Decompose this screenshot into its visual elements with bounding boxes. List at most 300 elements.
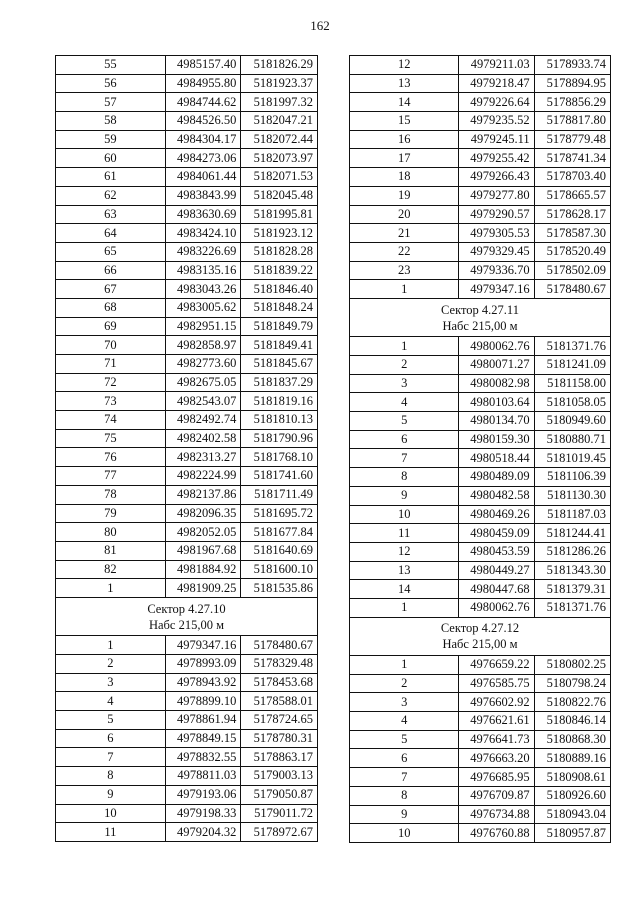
point-number-cell: 58 — [56, 112, 166, 131]
table-row — [56, 74, 318, 93]
sector-header-row — [350, 617, 611, 655]
point-number-cell: 10 — [350, 824, 459, 843]
table-row — [56, 692, 318, 711]
x-coordinate-cell: 4978943.92 — [165, 673, 241, 692]
y-coordinate-cell: 5178741.34 — [534, 149, 610, 168]
point-number-cell: 74 — [56, 411, 166, 430]
x-coordinate-cell: 4982951.15 — [165, 317, 241, 336]
sector-header — [350, 298, 611, 336]
sector-elevation: Набс 215,00 м — [442, 637, 518, 652]
y-coordinate-cell: 5181846.40 — [241, 280, 318, 299]
point-number-cell: 12 — [350, 56, 459, 75]
point-number-cell: 73 — [56, 392, 166, 411]
x-coordinate-cell: 4980062.76 — [459, 337, 534, 356]
table-row — [350, 524, 611, 543]
x-coordinate-cell: 4984304.17 — [165, 130, 241, 149]
point-number-cell: 1 — [350, 598, 459, 617]
y-coordinate-cell: 5181790.96 — [241, 429, 318, 448]
table-row — [350, 468, 611, 487]
page-number: 162 — [310, 18, 330, 33]
coordinates-table-left — [55, 55, 318, 842]
table-row — [56, 112, 318, 131]
table-row — [350, 374, 611, 393]
y-coordinate-cell: 5180846.14 — [534, 712, 610, 731]
table-row — [56, 485, 318, 504]
y-coordinate-cell: 5181923.37 — [241, 74, 318, 93]
x-coordinate-cell: 4983226.69 — [165, 242, 241, 261]
x-coordinate-cell: 4982313.27 — [165, 448, 241, 467]
point-number-cell: 57 — [56, 93, 166, 112]
x-coordinate-cell: 4983630.69 — [165, 205, 241, 224]
table-row — [350, 542, 611, 561]
point-number-cell: 5 — [56, 711, 166, 730]
x-coordinate-cell: 4979305.53 — [459, 224, 534, 243]
table-row — [350, 280, 611, 299]
y-coordinate-cell: 5180926.60 — [534, 786, 610, 805]
x-coordinate-cell: 4976760.88 — [459, 824, 534, 843]
table-row — [56, 767, 318, 786]
sector-elevation: Набс 215,00 м — [148, 617, 225, 632]
y-coordinate-cell: 5181839.22 — [241, 261, 318, 280]
table-row — [350, 674, 611, 693]
y-coordinate-cell: 5178894.95 — [534, 74, 610, 93]
x-coordinate-cell: 4983043.26 — [165, 280, 241, 299]
x-coordinate-cell: 4976641.73 — [459, 730, 534, 749]
y-coordinate-cell: 5180943.04 — [534, 805, 610, 824]
point-number-cell: 9 — [350, 805, 459, 824]
point-number-cell: 2 — [350, 356, 459, 375]
point-number-cell: 6 — [350, 749, 459, 768]
y-coordinate-cell: 5178480.67 — [534, 280, 610, 299]
table-row — [56, 523, 318, 542]
x-coordinate-cell: 4982096.35 — [165, 504, 241, 523]
y-coordinate-cell: 5178665.57 — [534, 186, 610, 205]
table-row — [350, 749, 611, 768]
x-coordinate-cell: 4980482.58 — [459, 486, 534, 505]
point-number-cell: 7 — [350, 768, 459, 787]
point-number-cell: 79 — [56, 504, 166, 523]
table-row — [56, 448, 318, 467]
x-coordinate-cell: 4983005.62 — [165, 298, 241, 317]
y-coordinate-cell: 5180798.24 — [534, 674, 610, 693]
x-coordinate-cell: 4980447.68 — [459, 580, 534, 599]
x-coordinate-cell: 4979226.64 — [459, 93, 534, 112]
point-number-cell: 71 — [56, 355, 166, 374]
y-coordinate-cell: 5181711.49 — [241, 485, 318, 504]
y-coordinate-cell: 5181640.69 — [241, 541, 318, 560]
point-number-cell: 8 — [56, 767, 166, 786]
x-coordinate-cell: 4976585.75 — [459, 674, 534, 693]
table-row — [350, 768, 611, 787]
table-row — [350, 149, 611, 168]
y-coordinate-cell: 5181286.26 — [534, 542, 610, 561]
y-coordinate-cell: 5182047.21 — [241, 112, 318, 131]
x-coordinate-cell: 4982402.58 — [165, 429, 241, 448]
point-number-cell: 6 — [350, 430, 459, 449]
table-row — [56, 729, 318, 748]
table-row — [56, 711, 318, 730]
y-coordinate-cell: 5178520.49 — [534, 242, 610, 261]
table-row — [56, 261, 318, 280]
point-number-cell: 9 — [350, 486, 459, 505]
x-coordinate-cell: 4981967.68 — [165, 541, 241, 560]
x-coordinate-cell: 4978993.09 — [165, 655, 241, 674]
table-row — [350, 505, 611, 524]
table-row — [56, 785, 318, 804]
x-coordinate-cell: 4979235.52 — [459, 112, 534, 131]
table-row — [350, 168, 611, 187]
y-coordinate-cell: 5181371.76 — [534, 337, 610, 356]
x-coordinate-cell: 4982858.97 — [165, 336, 241, 355]
point-number-cell: 1 — [56, 579, 166, 598]
y-coordinate-cell: 5181677.84 — [241, 523, 318, 542]
point-number-cell: 7 — [56, 748, 166, 767]
table-row — [350, 786, 611, 805]
y-coordinate-cell: 5181848.24 — [241, 298, 318, 317]
table-row — [350, 486, 611, 505]
y-coordinate-cell: 5181826.29 — [241, 56, 318, 75]
y-coordinate-cell: 5178780.31 — [241, 729, 318, 748]
point-number-cell: 13 — [350, 561, 459, 580]
y-coordinate-cell: 5181819.16 — [241, 392, 318, 411]
y-coordinate-cell: 5181810.13 — [241, 411, 318, 430]
table-row — [350, 242, 611, 261]
sector-elevation: Набс 215,00 м — [442, 318, 518, 333]
table-row — [350, 580, 611, 599]
table-row — [56, 56, 318, 75]
table-row — [56, 823, 318, 842]
point-number-cell: 1 — [350, 656, 459, 675]
x-coordinate-cell: 4984955.80 — [165, 74, 241, 93]
point-number-cell: 2 — [56, 655, 166, 674]
table-row — [56, 205, 318, 224]
point-number-cell: 6 — [56, 729, 166, 748]
y-coordinate-cell: 5181741.60 — [241, 467, 318, 486]
x-coordinate-cell: 4980062.76 — [459, 598, 534, 617]
point-number-cell: 1 — [56, 636, 166, 655]
point-number-cell: 3 — [350, 693, 459, 712]
table-row — [56, 748, 318, 767]
point-number-cell: 62 — [56, 186, 166, 205]
table-row — [350, 205, 611, 224]
table-row — [56, 224, 318, 243]
x-coordinate-cell: 4980453.59 — [459, 542, 534, 561]
point-number-cell: 55 — [56, 56, 166, 75]
y-coordinate-cell: 5181837.29 — [241, 373, 318, 392]
table-row — [350, 93, 611, 112]
table-row — [56, 655, 318, 674]
x-coordinate-cell: 4979329.45 — [459, 242, 534, 261]
table-row — [56, 504, 318, 523]
x-coordinate-cell: 4979218.47 — [459, 74, 534, 93]
y-coordinate-cell: 5181997.32 — [241, 93, 318, 112]
x-coordinate-cell: 4979277.80 — [459, 186, 534, 205]
y-coordinate-cell: 5179050.87 — [241, 785, 318, 804]
y-coordinate-cell: 5181187.03 — [534, 505, 610, 524]
table-row — [350, 337, 611, 356]
table-row — [56, 168, 318, 187]
table-row — [350, 693, 611, 712]
x-coordinate-cell: 4979193.06 — [165, 785, 241, 804]
x-coordinate-cell: 4979347.16 — [459, 280, 534, 299]
point-number-cell: 16 — [350, 130, 459, 149]
x-coordinate-cell: 4976659.22 — [459, 656, 534, 675]
point-number-cell: 4 — [350, 393, 459, 412]
y-coordinate-cell: 5181695.72 — [241, 504, 318, 523]
point-number-cell: 5 — [350, 730, 459, 749]
y-coordinate-cell: 5180889.16 — [534, 749, 610, 768]
x-coordinate-cell: 4982675.05 — [165, 373, 241, 392]
x-coordinate-cell: 4982492.74 — [165, 411, 241, 430]
table-row — [350, 356, 611, 375]
point-number-cell: 21 — [350, 224, 459, 243]
x-coordinate-cell: 4981909.25 — [165, 579, 241, 598]
x-coordinate-cell: 4980489.09 — [459, 468, 534, 487]
table-row — [56, 336, 318, 355]
y-coordinate-cell: 5178972.67 — [241, 823, 318, 842]
point-number-cell: 10 — [56, 804, 166, 823]
y-coordinate-cell: 5181379.31 — [534, 580, 610, 599]
y-coordinate-cell: 5178779.48 — [534, 130, 610, 149]
table-row — [56, 541, 318, 560]
point-number-cell: 8 — [350, 468, 459, 487]
x-coordinate-cell: 4976709.87 — [459, 786, 534, 805]
table-row — [350, 224, 611, 243]
point-number-cell: 12 — [350, 542, 459, 561]
table-row — [56, 411, 318, 430]
x-coordinate-cell: 4978861.94 — [165, 711, 241, 730]
table-row — [56, 560, 318, 579]
y-coordinate-cell: 5181019.45 — [534, 449, 610, 468]
point-number-cell: 67 — [56, 280, 166, 299]
x-coordinate-cell: 4976663.20 — [459, 749, 534, 768]
y-coordinate-cell: 5180822.76 — [534, 693, 610, 712]
point-number-cell: 17 — [350, 149, 459, 168]
x-coordinate-cell: 4979211.03 — [459, 56, 534, 75]
table-row — [56, 130, 318, 149]
x-coordinate-cell: 4979290.57 — [459, 205, 534, 224]
point-number-cell: 19 — [350, 186, 459, 205]
table-row — [56, 392, 318, 411]
point-number-cell: 70 — [56, 336, 166, 355]
y-coordinate-cell: 5178588.01 — [241, 692, 318, 711]
point-number-cell: 14 — [350, 93, 459, 112]
y-coordinate-cell: 5182073.97 — [241, 149, 318, 168]
point-number-cell: 76 — [56, 448, 166, 467]
table-row — [56, 429, 318, 448]
x-coordinate-cell: 4982224.99 — [165, 467, 241, 486]
table-row — [350, 449, 611, 468]
y-coordinate-cell: 5178329.48 — [241, 655, 318, 674]
point-number-cell: 72 — [56, 373, 166, 392]
x-coordinate-cell: 4983424.10 — [165, 224, 241, 243]
point-number-cell: 2 — [350, 674, 459, 693]
table-row — [350, 598, 611, 617]
y-coordinate-cell: 5181768.10 — [241, 448, 318, 467]
point-number-cell: 65 — [56, 242, 166, 261]
point-number-cell: 1 — [350, 280, 459, 299]
point-number-cell: 77 — [56, 467, 166, 486]
table-row — [350, 56, 611, 75]
x-coordinate-cell: 4980469.26 — [459, 505, 534, 524]
x-coordinate-cell: 4980082.98 — [459, 374, 534, 393]
y-coordinate-cell: 5181849.41 — [241, 336, 318, 355]
table-row — [56, 579, 318, 598]
table-row — [56, 317, 318, 336]
y-coordinate-cell: 5180868.30 — [534, 730, 610, 749]
y-coordinate-cell: 5178863.17 — [241, 748, 318, 767]
y-coordinate-cell: 5178587.30 — [534, 224, 610, 243]
point-number-cell: 68 — [56, 298, 166, 317]
point-number-cell: 63 — [56, 205, 166, 224]
table-row — [350, 112, 611, 131]
x-coordinate-cell: 4979266.43 — [459, 168, 534, 187]
y-coordinate-cell: 5181923.12 — [241, 224, 318, 243]
table-row — [56, 636, 318, 655]
point-number-cell: 66 — [56, 261, 166, 280]
y-coordinate-cell: 5182071.53 — [241, 168, 318, 187]
point-number-cell: 11 — [350, 524, 459, 543]
x-coordinate-cell: 4982773.60 — [165, 355, 241, 374]
point-number-cell: 7 — [350, 449, 459, 468]
sector-header — [56, 597, 318, 635]
x-coordinate-cell: 4976621.61 — [459, 712, 534, 731]
y-coordinate-cell: 5178817.80 — [534, 112, 610, 131]
y-coordinate-cell: 5181535.86 — [241, 579, 318, 598]
point-number-cell: 59 — [56, 130, 166, 149]
table-row — [350, 805, 611, 824]
sector-header — [350, 617, 611, 655]
y-coordinate-cell: 5181600.10 — [241, 560, 318, 579]
x-coordinate-cell: 4980159.30 — [459, 430, 534, 449]
x-coordinate-cell: 4980449.27 — [459, 561, 534, 580]
point-number-cell: 8 — [350, 786, 459, 805]
point-number-cell: 10 — [350, 505, 459, 524]
x-coordinate-cell: 4982052.05 — [165, 523, 241, 542]
table-row — [350, 393, 611, 412]
sector-title: Сектор 4.27.10 — [147, 601, 226, 616]
y-coordinate-cell: 5181849.79 — [241, 317, 318, 336]
point-number-cell: 18 — [350, 168, 459, 187]
y-coordinate-cell: 5181995.81 — [241, 205, 318, 224]
x-coordinate-cell: 4979255.42 — [459, 149, 534, 168]
x-coordinate-cell: 4985157.40 — [165, 56, 241, 75]
table-row — [56, 280, 318, 299]
table-row — [56, 673, 318, 692]
table-row — [56, 149, 318, 168]
x-coordinate-cell: 4976685.95 — [459, 768, 534, 787]
x-coordinate-cell: 4980071.27 — [459, 356, 534, 375]
y-coordinate-cell: 5178480.67 — [241, 636, 318, 655]
table-row — [350, 730, 611, 749]
point-number-cell: 11 — [56, 823, 166, 842]
point-number-cell: 3 — [56, 673, 166, 692]
x-coordinate-cell: 4980103.64 — [459, 393, 534, 412]
x-coordinate-cell: 4978899.10 — [165, 692, 241, 711]
x-coordinate-cell: 4984061.44 — [165, 168, 241, 187]
y-coordinate-cell: 5182045.48 — [241, 186, 318, 205]
table-row — [350, 261, 611, 280]
point-number-cell: 56 — [56, 74, 166, 93]
point-number-cell: 80 — [56, 523, 166, 542]
y-coordinate-cell: 5179003.13 — [241, 767, 318, 786]
x-coordinate-cell: 4980134.70 — [459, 412, 534, 431]
y-coordinate-cell: 5178703.40 — [534, 168, 610, 187]
point-number-cell: 64 — [56, 224, 166, 243]
y-coordinate-cell: 5181158.00 — [534, 374, 610, 393]
table-row — [56, 242, 318, 261]
point-number-cell: 75 — [56, 429, 166, 448]
point-number-cell: 4 — [350, 712, 459, 731]
x-coordinate-cell: 4978849.15 — [165, 729, 241, 748]
table-row — [350, 186, 611, 205]
y-coordinate-cell: 5178933.74 — [534, 56, 610, 75]
y-coordinate-cell: 5181241.09 — [534, 356, 610, 375]
y-coordinate-cell: 5178453.68 — [241, 673, 318, 692]
y-coordinate-cell: 5178856.29 — [534, 93, 610, 112]
table-row — [56, 804, 318, 823]
point-number-cell: 61 — [56, 168, 166, 187]
x-coordinate-cell: 4983843.99 — [165, 186, 241, 205]
x-coordinate-cell: 4979336.70 — [459, 261, 534, 280]
table-row — [350, 824, 611, 843]
y-coordinate-cell: 5181106.39 — [534, 468, 610, 487]
table-row — [56, 373, 318, 392]
point-number-cell: 9 — [56, 785, 166, 804]
y-coordinate-cell: 5181130.30 — [534, 486, 610, 505]
x-coordinate-cell: 4983135.16 — [165, 261, 241, 280]
y-coordinate-cell: 5182072.44 — [241, 130, 318, 149]
point-number-cell: 22 — [350, 242, 459, 261]
point-number-cell: 3 — [350, 374, 459, 393]
y-coordinate-cell: 5180908.61 — [534, 768, 610, 787]
y-coordinate-cell: 5180957.87 — [534, 824, 610, 843]
x-coordinate-cell: 4976602.92 — [459, 693, 534, 712]
table-row — [350, 712, 611, 731]
x-coordinate-cell: 4979198.33 — [165, 804, 241, 823]
x-coordinate-cell: 4981884.92 — [165, 560, 241, 579]
coordinates-table-right — [349, 55, 611, 843]
x-coordinate-cell: 4982543.07 — [165, 392, 241, 411]
y-coordinate-cell: 5181371.76 — [534, 598, 610, 617]
y-coordinate-cell: 5180880.71 — [534, 430, 610, 449]
y-coordinate-cell: 5178502.09 — [534, 261, 610, 280]
point-number-cell: 14 — [350, 580, 459, 599]
y-coordinate-cell: 5179011.72 — [241, 804, 318, 823]
point-number-cell: 60 — [56, 149, 166, 168]
y-coordinate-cell: 5181845.67 — [241, 355, 318, 374]
y-coordinate-cell: 5178724.65 — [241, 711, 318, 730]
x-coordinate-cell: 4979245.11 — [459, 130, 534, 149]
table-row — [56, 467, 318, 486]
point-number-cell: 81 — [56, 541, 166, 560]
y-coordinate-cell: 5181828.28 — [241, 242, 318, 261]
table-row — [56, 355, 318, 374]
point-number-cell: 13 — [350, 74, 459, 93]
x-coordinate-cell: 4979347.16 — [165, 636, 241, 655]
sector-header-row — [350, 298, 611, 336]
x-coordinate-cell: 4979204.32 — [165, 823, 241, 842]
sector-title: Сектор 4.27.11 — [441, 302, 519, 317]
y-coordinate-cell: 5181244.41 — [534, 524, 610, 543]
table-row — [56, 298, 318, 317]
x-coordinate-cell: 4984273.06 — [165, 149, 241, 168]
x-coordinate-cell: 4978832.55 — [165, 748, 241, 767]
sector-title: Сектор 4.27.12 — [440, 621, 520, 636]
x-coordinate-cell: 4984744.62 — [165, 93, 241, 112]
x-coordinate-cell: 4982137.86 — [165, 485, 241, 504]
x-coordinate-cell: 4978811.03 — [165, 767, 241, 786]
